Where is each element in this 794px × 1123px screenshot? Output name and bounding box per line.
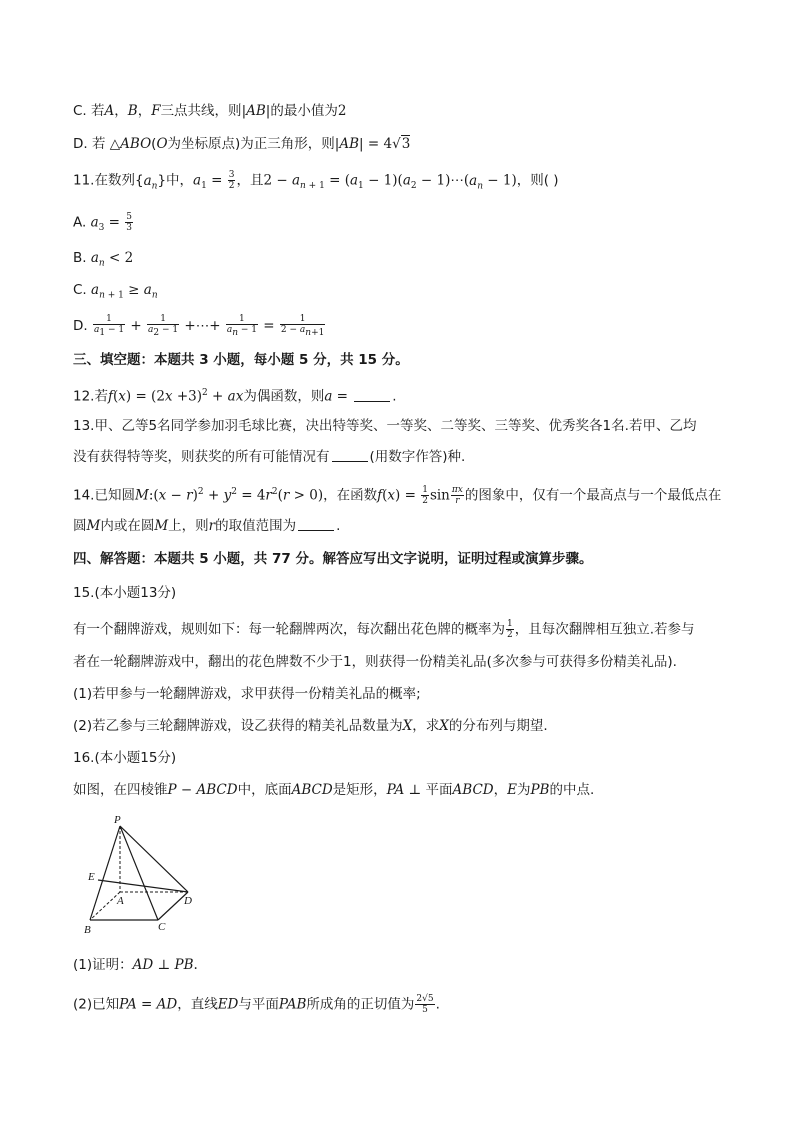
option-d-q10: D. 若 △ABO(O为坐标原点)为正三角形，则|AB| = 4√3: [73, 136, 411, 152]
question-11-option-d: D. $\frac{1}{a_1 - 1}$ + $\frac{1}{a_2 - 1}$ +⋯+ $\frac{1}{a_n - 1}$ = $\frac{1}{2 - a_{n+1}}$: [73, 314, 325, 338]
question-15-line-1: 有一个翻牌游戏，规则如下：每一轮翻牌两次，每次翻出花色牌的概率为 $\frac{1}{2}$ ，且每次翻牌相互独立.若参与: [73, 619, 695, 640]
question-11-stem: 11.在数列$\{a_n\}$中，$a_1$ = $\frac{3}{2}$ ，且$2 - a_n$ $_{+ 1} = (a_1 - 1)(a_2$ − $1)\cdots(a_n - 1)$，则( ): [73, 170, 559, 192]
label-a: A: [117, 895, 124, 907]
question-11-option-b: B. $a_n < 2$: [73, 250, 134, 269]
option-c-q10: C. 若A，B，F三点共线，则|AB|的最小值为2: [73, 103, 347, 119]
section-3-heading: 三、填空题：本题共 3 小题，每小题 5 分，共 15 分。: [73, 352, 409, 368]
question-11-option-c: C. $a_n$ $_{+ 1} \ge a_n$: [73, 282, 158, 301]
question-16-stem: 如图，在四棱锥P − ABCD中，底面ABCD是矩形，PA ⊥ 平面ABCD，E为PB的中点.: [73, 782, 595, 798]
question-14-line-1: 14.已知圆M:(x − $r)^2 + y^2 = 4r^2(r > 0)$，在函数f(x) = $\frac{1}{2}$ sin $\frac{\pi x}{r}$ 的图象中，仅有一个最高点与一个最低点在: [73, 485, 722, 506]
label-d: D: [184, 895, 192, 907]
answer-blank-14[interactable]: [298, 518, 334, 531]
question-13-line-1: 13.甲、乙等5名同学参加羽毛球比赛，决出特等奖、一等奖、二等奖、三等奖、优秀奖各1名.若甲、乙均: [73, 418, 697, 434]
edge-pc: [120, 826, 158, 920]
question-15-part-1: (1)若甲参与一轮翻牌游戏，求甲获得一份精美礼品的概率;: [73, 686, 421, 702]
question-16-part-1: (1)证明：AD ⊥ PB.: [73, 957, 198, 973]
answer-blank-12[interactable]: [354, 389, 390, 402]
label-e: E: [88, 871, 95, 883]
label-b: B: [84, 924, 91, 936]
label-p: P: [114, 814, 121, 826]
pyramid-figure: [80, 812, 210, 942]
question-13-line-2: 没有获得特等奖，则获奖的所有可能情况有 (用数字作答)种.: [73, 449, 466, 465]
edge-pd: [120, 826, 188, 892]
label-c: C: [158, 921, 166, 933]
question-15-line-2: 者在一轮翻牌游戏中，翻出的花色牌数不少于1，则获得一份精美礼品(多次参与可获得多份精美礼品).: [73, 654, 677, 670]
question-16-title: 16.(本小题15分): [73, 750, 177, 766]
answer-blank-13[interactable]: [332, 449, 368, 462]
question-12: 12.若$f(x) = (2x +3)^2$ + ax为偶函数，则a = .: [73, 388, 397, 405]
question-15-title: 15.(本小题13分): [73, 585, 177, 601]
question-14-line-2: 圆M内或在圆M上，则r的取值范围为 .: [73, 518, 341, 534]
question-11-option-a: A. $a_3$ = $\frac{5}{3}$: [73, 212, 133, 234]
section-4-heading: 四、解答题：本题共 5 小题，共 77 分。解答应写出文字说明，证明过程或演算步骤。: [73, 551, 593, 567]
question-16-part-2: (2)已知PA = AD，直线ED与平面PAB所成角的正切值为 $\frac{2√5}{5}$ .: [73, 994, 440, 1015]
question-15-part-2: (2)若乙参与三轮翻牌游戏，设乙获得的精美礼品数量为X，求X的分布列与期望.: [73, 718, 548, 734]
